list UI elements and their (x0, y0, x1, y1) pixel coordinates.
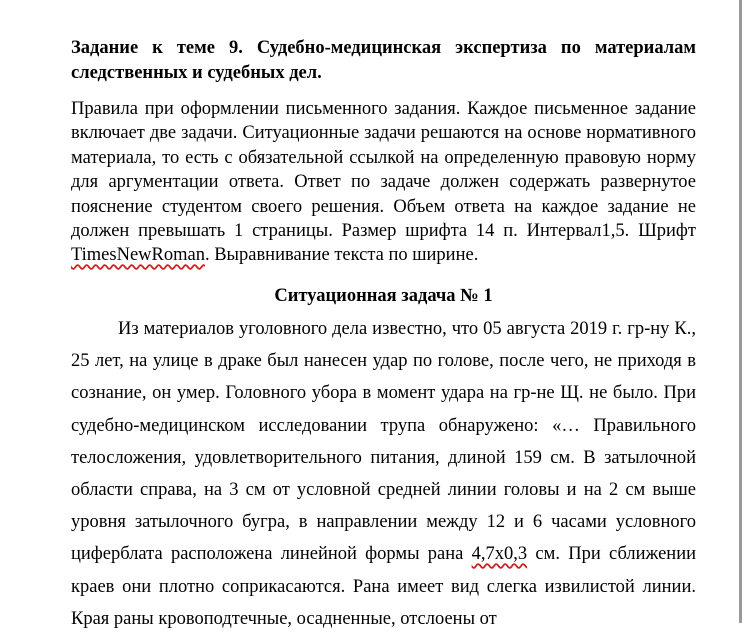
font-name-misspelling: TimesNewRoman (71, 245, 205, 266)
task-text-end: см. При сближении краев они плотно соприкасаются. Рана имеет вид слегка извилистой линии. Края раны кровоподтечные, осадненные, отслоены от (71, 544, 696, 629)
assignment-heading: Задание к теме 9. Судебно-медицинская экспертиза по материалам следственных и судебных дел. (71, 38, 696, 83)
wound-size: 4,7х0,3 (471, 544, 528, 565)
rules-text-end: . Выравнивание текста по ширине. (204, 245, 479, 266)
task-paragraph (71, 313, 696, 635)
rules-paragraph (71, 97, 696, 268)
rules-text: Правила при оформлении письменного задания. Каждое письменное задание включает две задачи. Ситуационные задачи решаются на основе нормативного материала, то есть с обязательной ссылкой на определенную правовую норму для аргументации ответа. Ответ по задаче должен содержать развернутое пояснение студентом своего решения. Объем ответа на каждое задание не должен превышать 1 страницы. Размер шрифта 14 п. Интервал1,5. Шрифт (71, 99, 696, 242)
task-text: Из материалов уголовного дела известно, что 05 августа 2019 г. гр-ну К., 25 лет, на улице в драке был нанесен удар по голове, после чего, не приходя в сознание, он умер. Головного убора в момент удара на гр-не Щ. не было. При судебно-медицинском исследовании трупа обнаружено: «… Правильного телосложения, удовлетворительного питания, длиной 159 см. В затылочной области справа, на 3 см от условной средней линии головы и на 2 см выше уровня затылочного бугра, в направлении между 12 и 6 часами условного циферблата расположена линейной формы рана (71, 319, 696, 565)
task-title: Ситуационная задача № 1 (274, 286, 493, 306)
